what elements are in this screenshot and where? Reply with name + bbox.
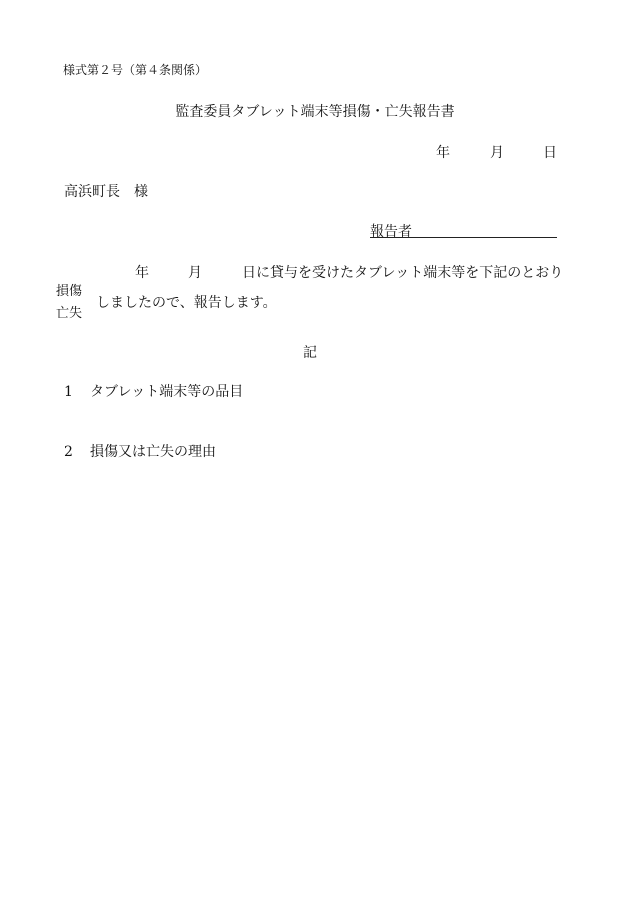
ref-date-month-label: 月 <box>188 265 202 281</box>
reporter-signature-line <box>370 237 557 238</box>
document-title: 監査委員タブレット端末等損傷・亡失報告書 <box>175 104 455 120</box>
choice-option-loss: 亡失 <box>56 306 83 321</box>
ref-date-year-label: 年 <box>135 265 149 281</box>
date-month-label: 月 <box>490 145 504 161</box>
ki-heading: 記 <box>303 345 317 361</box>
body-text-line-2: しましたので、報告します。 <box>96 295 277 311</box>
choice-option-damage: 損傷 <box>56 284 83 299</box>
list-item <box>64 381 243 401</box>
item-number: 2 <box>64 444 73 460</box>
addressee: 高浜町長 様 <box>64 184 148 200</box>
item-label: 損傷又は亡失の理由 <box>90 444 216 460</box>
form-number: 様式第２号（第４条関係） <box>63 63 208 77</box>
date-day-label: 日 <box>543 145 557 161</box>
item-number: 1 <box>64 384 73 400</box>
date-year-label: 年 <box>436 145 450 161</box>
body-text-line-1: 日に貸与を受けたタブレット端末等を下記のとおり <box>242 265 564 281</box>
reporter-label: 報告者 <box>370 224 412 240</box>
list-item <box>64 441 216 461</box>
item-label: タブレット端末等の品目 <box>90 384 244 400</box>
